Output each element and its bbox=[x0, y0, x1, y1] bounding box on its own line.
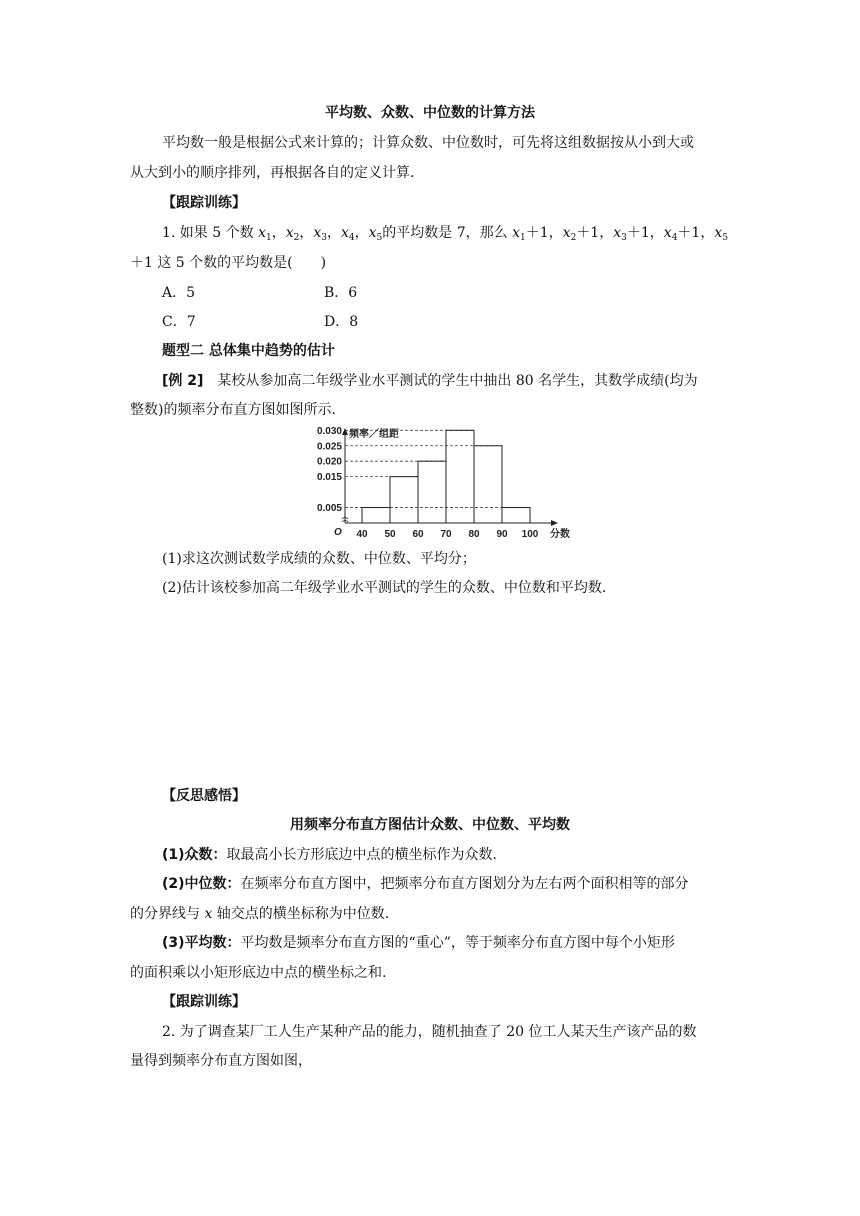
question-2-part2: (2)估计该校参加高二年级学业水平测试的学生的众数、中位数和平均数. bbox=[162, 580, 607, 596]
option-c[interactable]: C．7 bbox=[162, 314, 196, 330]
y-axis-arrow bbox=[342, 428, 348, 435]
y-axis-label: 频率／组距 bbox=[349, 429, 399, 440]
histogram-bar bbox=[390, 477, 418, 523]
y-tick-label: 0.015 bbox=[316, 472, 342, 484]
origin-label: O bbox=[334, 527, 342, 538]
question-1-line1: 1. 如果 5 个数 $x_1$，$x_2$，$x_3$，$x_4$，$x_5$的平均数是 7，那么 $x_1+1$，$x_2+1$，$x_3+1$，$x_4+1$，$x_5$ bbox=[162, 225, 728, 243]
reflection-heading: 【反思感悟】 bbox=[162, 788, 246, 804]
option-a[interactable]: A．5 bbox=[162, 285, 196, 301]
reflection-item-mean: (3)平均数：平均数是频率分布直方图的“重心”，等于频率分布直方图中每个小矩形 bbox=[162, 935, 675, 951]
reflection-item-median: (2)中位数：在频率分布直方图中，把频率分布直方图划分为左右两个面积相等的部分 bbox=[162, 876, 689, 892]
histogram-bar bbox=[474, 446, 502, 523]
example-line2: 整数)的频率分布直方图如图所示. bbox=[130, 402, 336, 418]
x-axis-label: 分数 bbox=[550, 529, 570, 540]
x-tick-label: 40 bbox=[356, 529, 368, 540]
type-heading: 题型二 总体集中趋势的估计 bbox=[162, 343, 335, 359]
histogram-bar bbox=[362, 508, 390, 523]
paragraph-line: 平均数一般是根据公式来计算的；计算众数、中位数时，可先将这组数据按从小到大或 bbox=[162, 135, 694, 151]
question-3-line1: 2. 为了调查某厂工人生产某种产品的能力，随机抽查了 20 位工人某天生产该产品的数 bbox=[162, 1024, 697, 1040]
x-tick-label: 50 bbox=[384, 529, 396, 540]
histogram-bar bbox=[446, 430, 474, 523]
y-tick-label: 0.020 bbox=[316, 456, 342, 468]
example-line1: [例 2] 某校从参加高二年级学业水平测试的学生中抽出 80 名学生，其数学成绩(均为 bbox=[162, 373, 698, 389]
reflection-item-mean-cont: 的面积乘以小矩形底边中点的横坐标之和. bbox=[130, 965, 387, 981]
histogram-bar bbox=[418, 461, 446, 523]
reflection-title: 用频率分布直方图估计众数、中位数、平均数 bbox=[290, 817, 570, 833]
x-axis-arrow bbox=[551, 520, 558, 526]
training-heading-2: 【跟踪训练】 bbox=[162, 994, 246, 1010]
example-tag: [例 2] bbox=[162, 373, 204, 389]
x-tick-label: 100 bbox=[521, 529, 539, 540]
reflection-item-mode: (1)众数：取最高小长方形底边中点的横坐标作为众数. bbox=[162, 847, 497, 863]
option-d[interactable]: D．8 bbox=[324, 314, 359, 330]
question-1-line2: ＋1 这 5 个数的平均数是( ) bbox=[130, 255, 327, 271]
x-tick-label: 70 bbox=[440, 529, 452, 540]
question-2-part1: (1)求这次测试数学成绩的众数、中位数、平均分； bbox=[162, 551, 476, 567]
paragraph-line: 从大到小的顺序排列，再根据各自的定义计算. bbox=[130, 165, 415, 181]
question-3-line2: 量得到频率分布直方图如图， bbox=[130, 1053, 312, 1069]
training-heading: 【跟踪训练】 bbox=[162, 195, 246, 211]
y-tick-label: 0.025 bbox=[316, 441, 342, 453]
y-tick-label: 0.030 bbox=[316, 425, 342, 437]
x-tick-label: 80 bbox=[468, 529, 480, 540]
section-title: 平均数、众数、中位数的计算方法 bbox=[325, 105, 535, 121]
histogram-bar bbox=[502, 508, 530, 523]
y-tick-label: 0.005 bbox=[316, 503, 342, 515]
x-tick-label: 60 bbox=[412, 529, 424, 540]
frequency-histogram bbox=[300, 425, 590, 545]
reflection-item-median-cont: 的分界线与 x 轴交点的横坐标称为中位数. bbox=[130, 906, 390, 922]
option-b[interactable]: B．6 bbox=[324, 285, 358, 301]
x-tick-label: 90 bbox=[496, 529, 508, 540]
